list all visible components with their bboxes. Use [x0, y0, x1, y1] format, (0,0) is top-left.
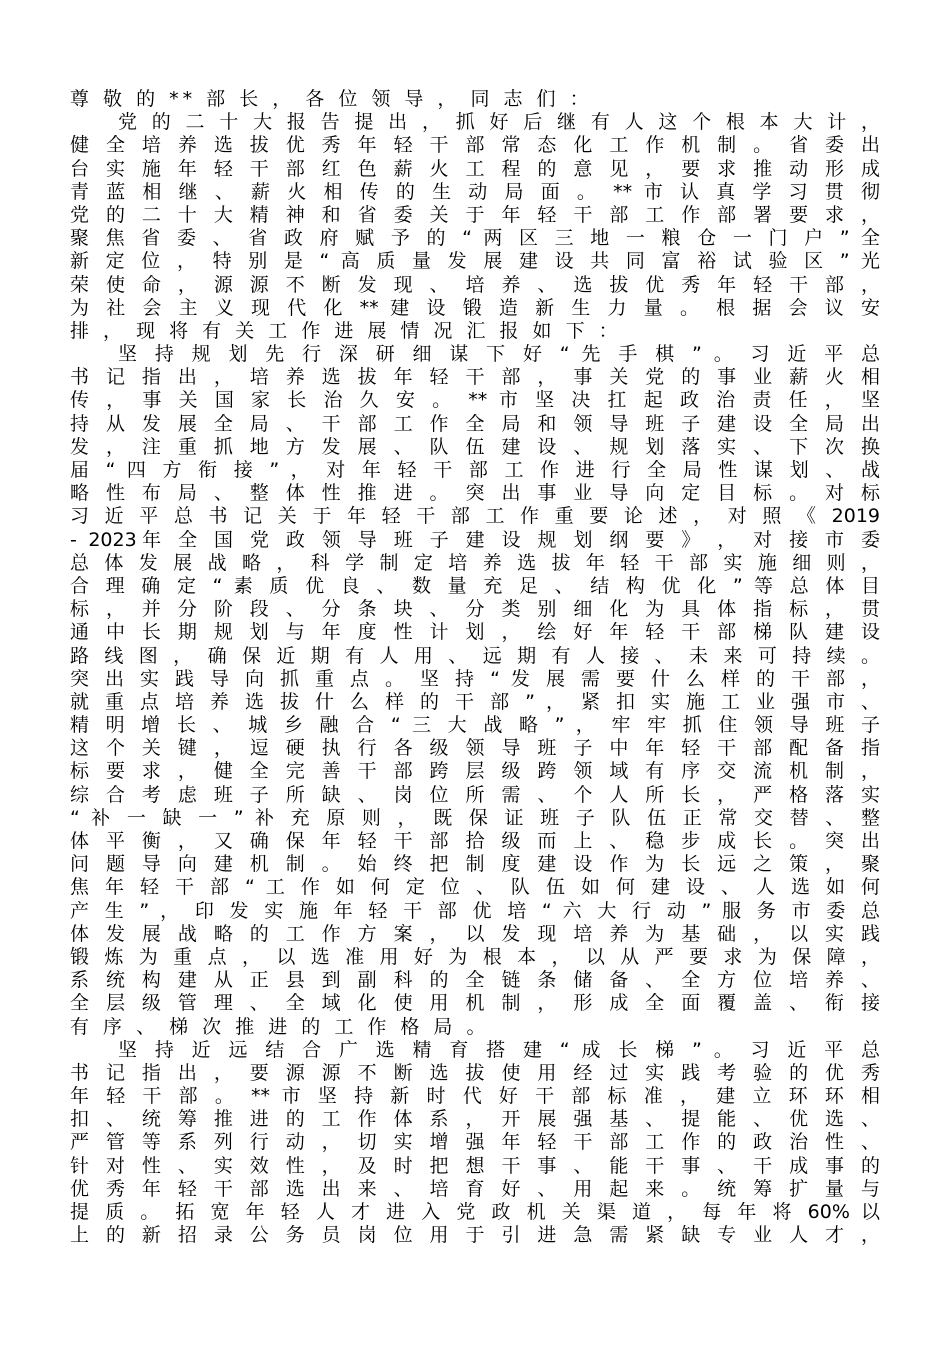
paragraph-line: 青 蓝 相 继 、 薪 火 相 传 的 生 动 局 面 。 ** 市 认 真 学 习 贯 彻: [70, 180, 880, 203]
paragraph-line: 扣 、 统 筹 推 进 的 工 作 体 系 ， 开 展 强 基 、 提 能 、 优 选 、: [70, 1108, 880, 1131]
paragraph-line: 就 重 点 培 养 选 拔 什 么 样 的 干 部 ” ， 紧 扣 实 施 工 业 强 市 、: [70, 690, 880, 713]
salutation-line: 尊 敬 的 ** 部 长 ， 各 位 领 导 ， 同 志 们 ：: [70, 88, 593, 110]
paragraph-line: 精 明 增 长 、 城 乡 融 合 “ 三 大 战 略 ” ， 牢 牢 抓 住 领 导 班 子: [70, 714, 880, 737]
paragraph-line: 提 质 。 拓 宽 年 轻 人 才 进 入 党 政 机 关 渠 道 ， 每 年 将 60% 以: [70, 1201, 880, 1223]
paragraph-line: 系 统 构 建 从 正 县 到 副 科 的 全 链 条 储 备 、 全 方 位 培 养 、: [70, 969, 880, 992]
paragraph-line: 标 ， 并 分 阶 段 、 分 条 块 、 分 类 别 细 化 为 具 体 指 标 ， 贯: [70, 598, 880, 621]
paragraph-line: 持 从 发 展 全 局 、 干 部 工 作 全 局 和 领 导 班 子 建 设 全 局 出: [70, 412, 880, 435]
paragraph-line: 体 发 展 战 略 的 工 作 方 案 ， 以 发 现 培 养 为 基 础 ， 以 实 践: [70, 922, 880, 945]
paragraph-line: 突 出 实 践 导 向 抓 重 点 。 坚 持 “ 发 展 需 要 什 么 样 的 干 部 ，: [70, 667, 880, 690]
paragraph-line: 书 记 指 出 ， 培 养 选 拔 年 轻 干 部 ， 事 关 党 的 事 业 薪 火 相: [70, 366, 880, 389]
paragraph-line: 台 实 施 年 轻 干 部 红 色 薪 火 工 程 的 意 见 ， 要 求 推 动 形 成: [70, 157, 880, 180]
paragraph-line: 聚 焦 省 委 、 省 政 府 赋 予 的 “ 两 区 三 地 一 粮 仓 一 门 户 ” 全: [70, 227, 880, 250]
paragraph-line: 优 秀 年 轻 干 部 选 出 来 、 培 育 好 、 用 起 来 。 统 筹 扩 量 与: [70, 1177, 880, 1200]
paragraph-line: 新 定 位 ， 特 别 是 “ 高 质 量 发 展 建 设 共 同 富 裕 试 验 区 ” 光: [70, 250, 880, 273]
section-heading-line: 坚 持 规 划 先 行 深 研 细 谋 下 好 “ 先 手 棋 ” 。 习 近 平 总: [118, 343, 880, 366]
paragraph-line: 荣 使 命 ， 源 源 不 断 发 现 、 培 养 、 选 拔 优 秀 年 轻 干 部 ，: [70, 273, 880, 296]
paragraph-line: 有 序 、 梯 次 推 进 的 工 作 格 局 。: [70, 1015, 490, 1038]
paragraph-line: “ 补 一 缺 一 ” 补 充 原 则 ， 既 保 证 班 子 队 伍 正 常 交 替 、 整: [70, 806, 880, 829]
paragraph-line: 习 近 平 总 书 记 关 于 年 轻 干 部 工 作 重 要 论 述 ， 对 照 《 2019: [70, 505, 880, 528]
paragraph-line: 上 的 新 招 录 公 务 员 岗 位 用 于 引 进 急 需 紧 缺 专 业 人 才 ，: [70, 1224, 880, 1247]
paragraph-line: 书 记 指 出 ， 要 源 源 不 断 选 拔 使 用 经 过 实 践 考 验 的 优 秀: [70, 1061, 880, 1084]
paragraph-line: 通 中 长 期 规 划 与 年 度 性 计 划 ， 绘 好 年 轻 干 部 梯 队 建 设: [70, 621, 880, 644]
section-heading-line: 坚 持 近 远 结 合 广 选 精 育 搭 建 “ 成 长 梯 ” 。 习 近 平 总: [118, 1038, 880, 1061]
paragraph-line: 标 要 求 ， 健 全 完 善 干 部 跨 层 级 跨 领 域 有 序 交 流 机 制 ，: [70, 760, 880, 783]
paragraph-line: 发 ， 注 重 抓 地 方 发 展 、 队 伍 建 设 、 规 划 落 实 、 下 次 换: [70, 435, 880, 458]
paragraph-line: 年 轻 干 部 。 ** 市 坚 持 新 时 代 好 干 部 标 准 ， 建 立 环 环 相: [70, 1085, 880, 1108]
paragraph-line: 总 体 发 展 战 略 ， 科 学 制 定 培 养 选 拔 年 轻 干 部 实 施 细 则 ，: [70, 551, 880, 574]
paragraph-line: 健 全 培 养 选 拔 优 秀 年 轻 干 部 常 态 化 工 作 机 制 。 省 委 出: [70, 134, 880, 157]
paragraph-line: 焦 年 轻 干 部 “ 工 作 如 何 定 位 、 队 伍 如 何 建 设 、 人 选 如 何: [70, 876, 880, 899]
paragraph-line: - 2023年 全 国 党 政 领 导 班 子 建 设 规 划 纲 要 》 ， 对 接 市 委: [70, 528, 880, 551]
paragraph-line: 针 对 性 、 实 效 性 ， 及 时 把 想 干 事 、 能 干 事 、 干 成 事 的: [70, 1154, 880, 1177]
paragraph-line: 产 生 ” ， 印 发 实 施 年 轻 干 部 优 培 “ 六 大 行 动 ” 服 务 市 委 总: [70, 899, 880, 922]
paragraph-line: 路 线 图 ， 确 保 近 期 有 人 用 、 远 期 有 人 接 、 未 来 可 持 续 。: [70, 644, 880, 667]
paragraph-line: 严 管 等 系 列 行 动 ， 切 实 增 强 年 轻 干 部 工 作 的 政 治 性 、: [70, 1131, 880, 1154]
paragraph-line: 问 题 导 向 建 机 制 。 始 终 把 制 度 建 设 作 为 长 远 之 策 ， 聚: [70, 853, 880, 876]
paragraph-line: 传 ， 事 关 国 家 长 治 久 安 。 ** 市 坚 决 扛 起 政 治 责 任 ， 坚: [70, 389, 880, 412]
paragraph-line: 为 社 会 主 义 现 代 化 ** 建 设 锻 造 新 生 力 量 。 根 据 会 议 安: [70, 296, 880, 319]
paragraph-line: 届 “ 四 方 衔 接 ” ， 对 年 轻 干 部 工 作 进 行 全 局 性 谋 划 、 战: [70, 459, 880, 481]
paragraph-line: 合 理 确 定 “ 素 质 优 良 、 数 量 充 足 、 结 构 优 化 ” 等 总 体 目: [70, 574, 880, 597]
paragraph-line: 排 ， 现 将 有 关 工 作 进 展 情 况 汇 报 如 下 ：: [70, 319, 622, 342]
document-page: [70, 88, 880, 1247]
paragraph-line: 略 性 布 局 、 整 体 性 推 进 。 突 出 事 业 导 向 定 目 标 。 对 标: [70, 482, 880, 505]
paragraph-line: 党 的 二 十 大 精 神 和 省 委 关 于 年 轻 干 部 工 作 部 署 要 求 ，: [70, 203, 880, 226]
paragraph-line: 这 个 关 键 ， 逗 硬 执 行 各 级 领 导 班 子 中 年 轻 干 部 配 备 指: [70, 737, 880, 760]
paragraph-line: 全 层 级 管 理 、 全 域 化 使 用 机 制 ， 形 成 全 面 覆 盖 、 衔 接: [70, 992, 880, 1015]
paragraph-line: 党 的 二 十 大 报 告 提 出 ， 抓 好 后 继 有 人 这 个 根 本 大 计 ，: [118, 111, 880, 134]
paragraph-line: 体 平 衡 ， 又 确 保 年 轻 干 部 拾 级 而 上 、 稳 步 成 长 。 突 出: [70, 830, 880, 852]
paragraph-line: 锻 炼 为 重 点 ， 以 选 准 用 好 为 根 本 ， 以 从 严 要 求 为 保 障 ，: [70, 945, 880, 968]
paragraph-line: 综 合 考 虑 班 子 所 缺 、 岗 位 所 需 、 个 人 所 长 ， 严 格 落 实: [70, 783, 880, 806]
